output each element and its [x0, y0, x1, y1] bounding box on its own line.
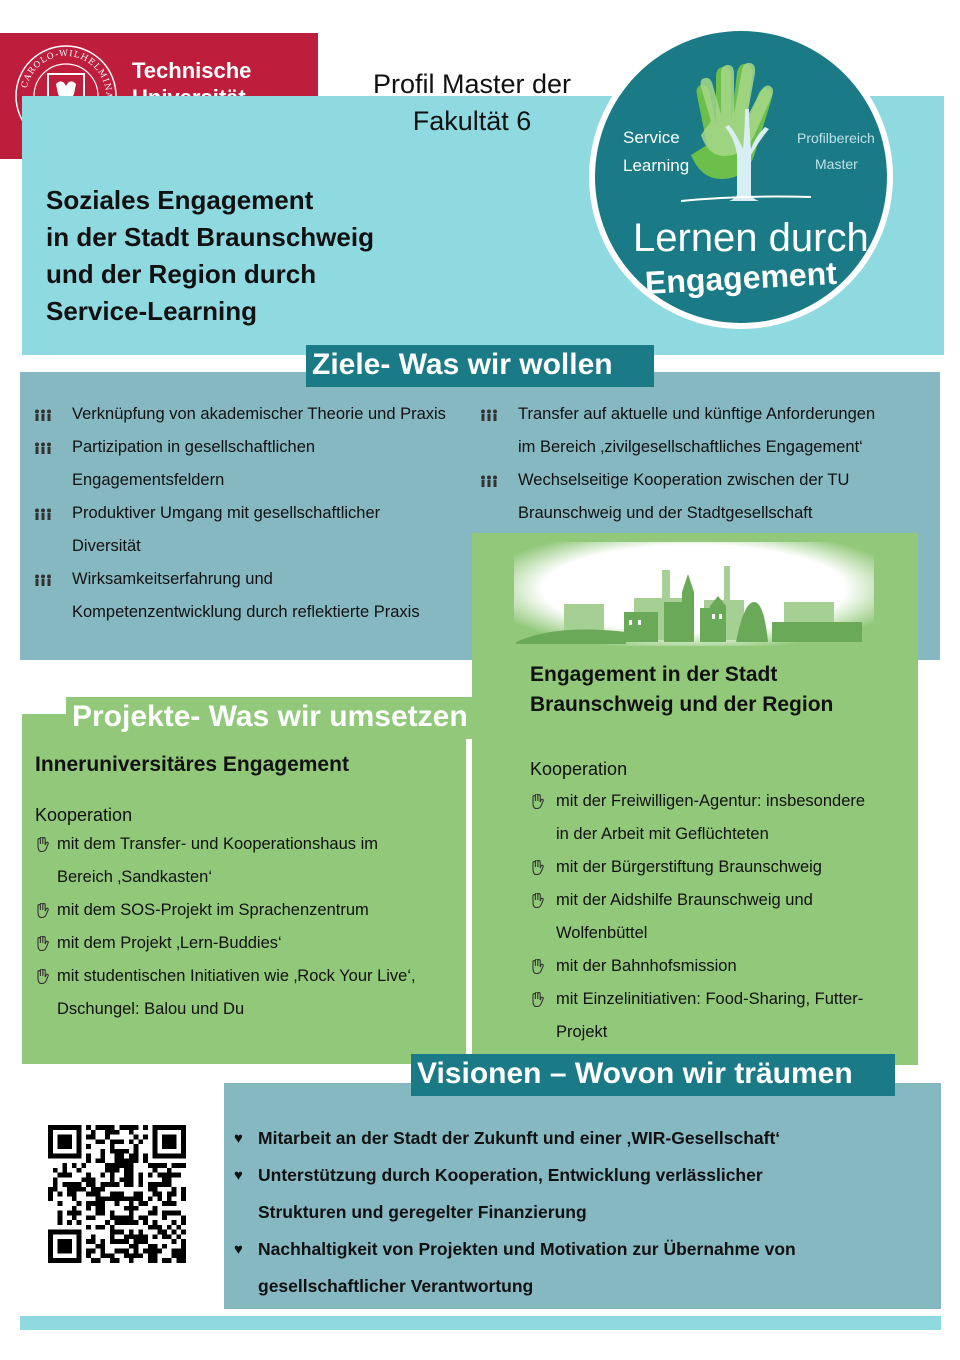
- visions-heading-label: Visionen – Wovon wir träumen: [417, 1057, 853, 1090]
- page-title-line: und der Region durch: [46, 259, 317, 289]
- hand-icon: [530, 785, 550, 818]
- hand-icon: [530, 983, 550, 1016]
- list-item: [530, 785, 910, 851]
- list-item: [480, 398, 930, 464]
- list-item: [480, 464, 930, 530]
- list-item: [35, 927, 460, 960]
- page-title: [46, 182, 466, 330]
- city-engagement-title-line: Engagement in der Stadt: [530, 663, 778, 686]
- list-item-text: gesellschaftlicher Verantwortung: [258, 1276, 534, 1296]
- list-item: [234, 1157, 924, 1231]
- list-item-text: Wechselseitige Kooperation zwischen der TU: [518, 471, 850, 489]
- list-item-text: Unterstützung durch Kooperation, Entwicklung verlässlicher: [258, 1165, 763, 1185]
- list-item: [35, 960, 460, 1026]
- list-item-text: Partizipation in gesellschaftlichen: [72, 438, 316, 456]
- university-name-line1: Technische: [132, 58, 252, 83]
- list-item: [234, 1231, 924, 1305]
- list-item: [34, 398, 474, 431]
- goals-heading: [306, 345, 654, 387]
- subtitle-line2: Fakultät 6: [412, 106, 532, 136]
- list-item: [34, 431, 474, 497]
- subtitle-line1: Profil Master der: [372, 69, 572, 99]
- goals-list-left: [34, 398, 474, 629]
- svg-text:Profilbereich: Profilbereich: [797, 130, 875, 146]
- svg-text:Service: Service: [623, 128, 680, 147]
- list-item-text: Diversität: [72, 537, 141, 555]
- list-item-text: im Bereich ‚zivilgesellschaftliches Engagement‘: [518, 438, 863, 456]
- list-item-text: Nachhaltigkeit von Projekten und Motivation zur Übernahme von: [258, 1239, 796, 1259]
- people-icon: [34, 431, 54, 464]
- heart-icon: ♥: [234, 1167, 243, 1184]
- list-item: [34, 563, 474, 629]
- hand-icon: [530, 950, 550, 983]
- projects-heading: [66, 697, 510, 739]
- city-engagement-title: [530, 660, 900, 720]
- inner-cooperation-label: Kooperation: [35, 805, 133, 825]
- city-skyline-image: [514, 542, 874, 646]
- hand-icon: [530, 851, 550, 884]
- heart-icon: ♥: [234, 1241, 243, 1258]
- list-item-text: in der Arbeit mit Geflüchteten: [556, 825, 769, 843]
- list-item: [234, 1120, 924, 1157]
- list-item-text: Dschungel: Balou und Du: [57, 1000, 245, 1018]
- list-item-text: Engagementsfeldern: [72, 471, 225, 489]
- heart-icon: ♥: [234, 1130, 243, 1147]
- list-item: [35, 894, 460, 927]
- people-icon: [34, 563, 54, 596]
- list-item: [34, 497, 474, 563]
- subtitle: [330, 66, 614, 140]
- inner-cooperation-list: [35, 828, 460, 1026]
- people-icon: [34, 398, 54, 431]
- people-icon: [34, 497, 54, 530]
- page-title-line: in der Stadt Braunschweig: [46, 222, 374, 252]
- list-item-text: mit studentischen Initiativen wie ‚Rock Your Live‘,: [57, 967, 416, 985]
- svg-text:CAROLO-WILHELMINA: CAROLO-WILHELMIN: [19, 48, 113, 93]
- list-item-text: mit dem Transfer- und Kooperationshaus im: [57, 835, 378, 853]
- inner-engagement-title: Inneruniversitäres Engagement: [35, 753, 349, 776]
- list-item-text: Braunschweig und der Stadtgesellschaft: [518, 504, 813, 522]
- list-item: [530, 983, 910, 1049]
- svg-text:Learning: Learning: [623, 156, 690, 175]
- list-item-text: Projekt: [556, 1023, 608, 1041]
- city-cooperation-label: Kooperation: [530, 759, 628, 779]
- list-item-text: Kompetenzentwicklung durch reflektierte Praxis: [72, 603, 420, 621]
- list-item-text: Wirksamkeitserfahrung und: [72, 570, 273, 588]
- people-icon: [480, 464, 500, 497]
- qr-code-icon[interactable]: [48, 1125, 186, 1263]
- city-cooperation-list: [530, 785, 910, 1049]
- goals-list-right: [480, 398, 930, 530]
- hand-icon: [35, 828, 53, 861]
- list-item-text: mit der Bahnhofsmission: [556, 957, 737, 975]
- page-title-line: Service-Learning: [46, 296, 257, 326]
- service-learning-logo: [589, 25, 893, 329]
- svg-text:Master: Master: [815, 156, 858, 172]
- list-item-text: mit der Aidshilfe Braunschweig und: [556, 891, 813, 909]
- visions-heading: [411, 1054, 895, 1096]
- people-icon: [480, 398, 500, 431]
- hand-icon: [530, 884, 550, 917]
- page-title-line: Soziales Engagement: [46, 185, 314, 215]
- list-item: [530, 950, 910, 983]
- list-item-text: Transfer auf aktuelle und künftige Anforderungen: [518, 405, 876, 423]
- hand-icon: [35, 927, 53, 960]
- list-item-text: Strukturen und geregelter Finanzierung: [258, 1202, 587, 1222]
- city-engagement-title-line: Braunschweig und der Region: [530, 693, 834, 716]
- bottom-bar: [20, 1316, 941, 1330]
- hand-icon: [35, 894, 53, 927]
- list-item: [530, 884, 910, 950]
- list-item-text: mit der Freiwilligen-Agentur: insbesondere: [556, 792, 866, 810]
- list-item-text: Wolfenbüttel: [556, 924, 648, 942]
- list-item-text: Produktiver Umgang mit gesellschaftlicher: [72, 504, 381, 522]
- list-item: [530, 851, 910, 884]
- list-item-text: Bereich ‚Sandkasten‘: [57, 868, 213, 886]
- list-item-text: mit der Bürgerstiftung Braunschweig: [556, 858, 822, 876]
- visions-list: [234, 1120, 924, 1305]
- list-item-text: Verknüpfung von akademischer Theorie und Praxis: [72, 405, 446, 423]
- list-item-text: Mitarbeit an der Stadt der Zukunft und einer ‚WIR-Gesellschaft‘: [258, 1128, 781, 1148]
- projects-heading-label: Projekte- Was wir umsetzen: [72, 700, 468, 733]
- list-item-text: mit dem SOS-Projekt im Sprachenzentrum: [57, 901, 369, 919]
- list-item-text: mit Einzelinitiativen: Food-Sharing, Futter-: [556, 990, 864, 1008]
- goals-heading-label: Ziele- Was wir wollen: [312, 348, 613, 381]
- hand-icon: [35, 960, 53, 993]
- svg-text:Lernen durch: Lernen durch: [633, 216, 869, 260]
- list-item-text: mit dem Projekt ‚Lern-Buddies‘: [57, 934, 282, 952]
- svg-text:Engagement: Engagement: [644, 254, 838, 301]
- list-item: [35, 828, 460, 894]
